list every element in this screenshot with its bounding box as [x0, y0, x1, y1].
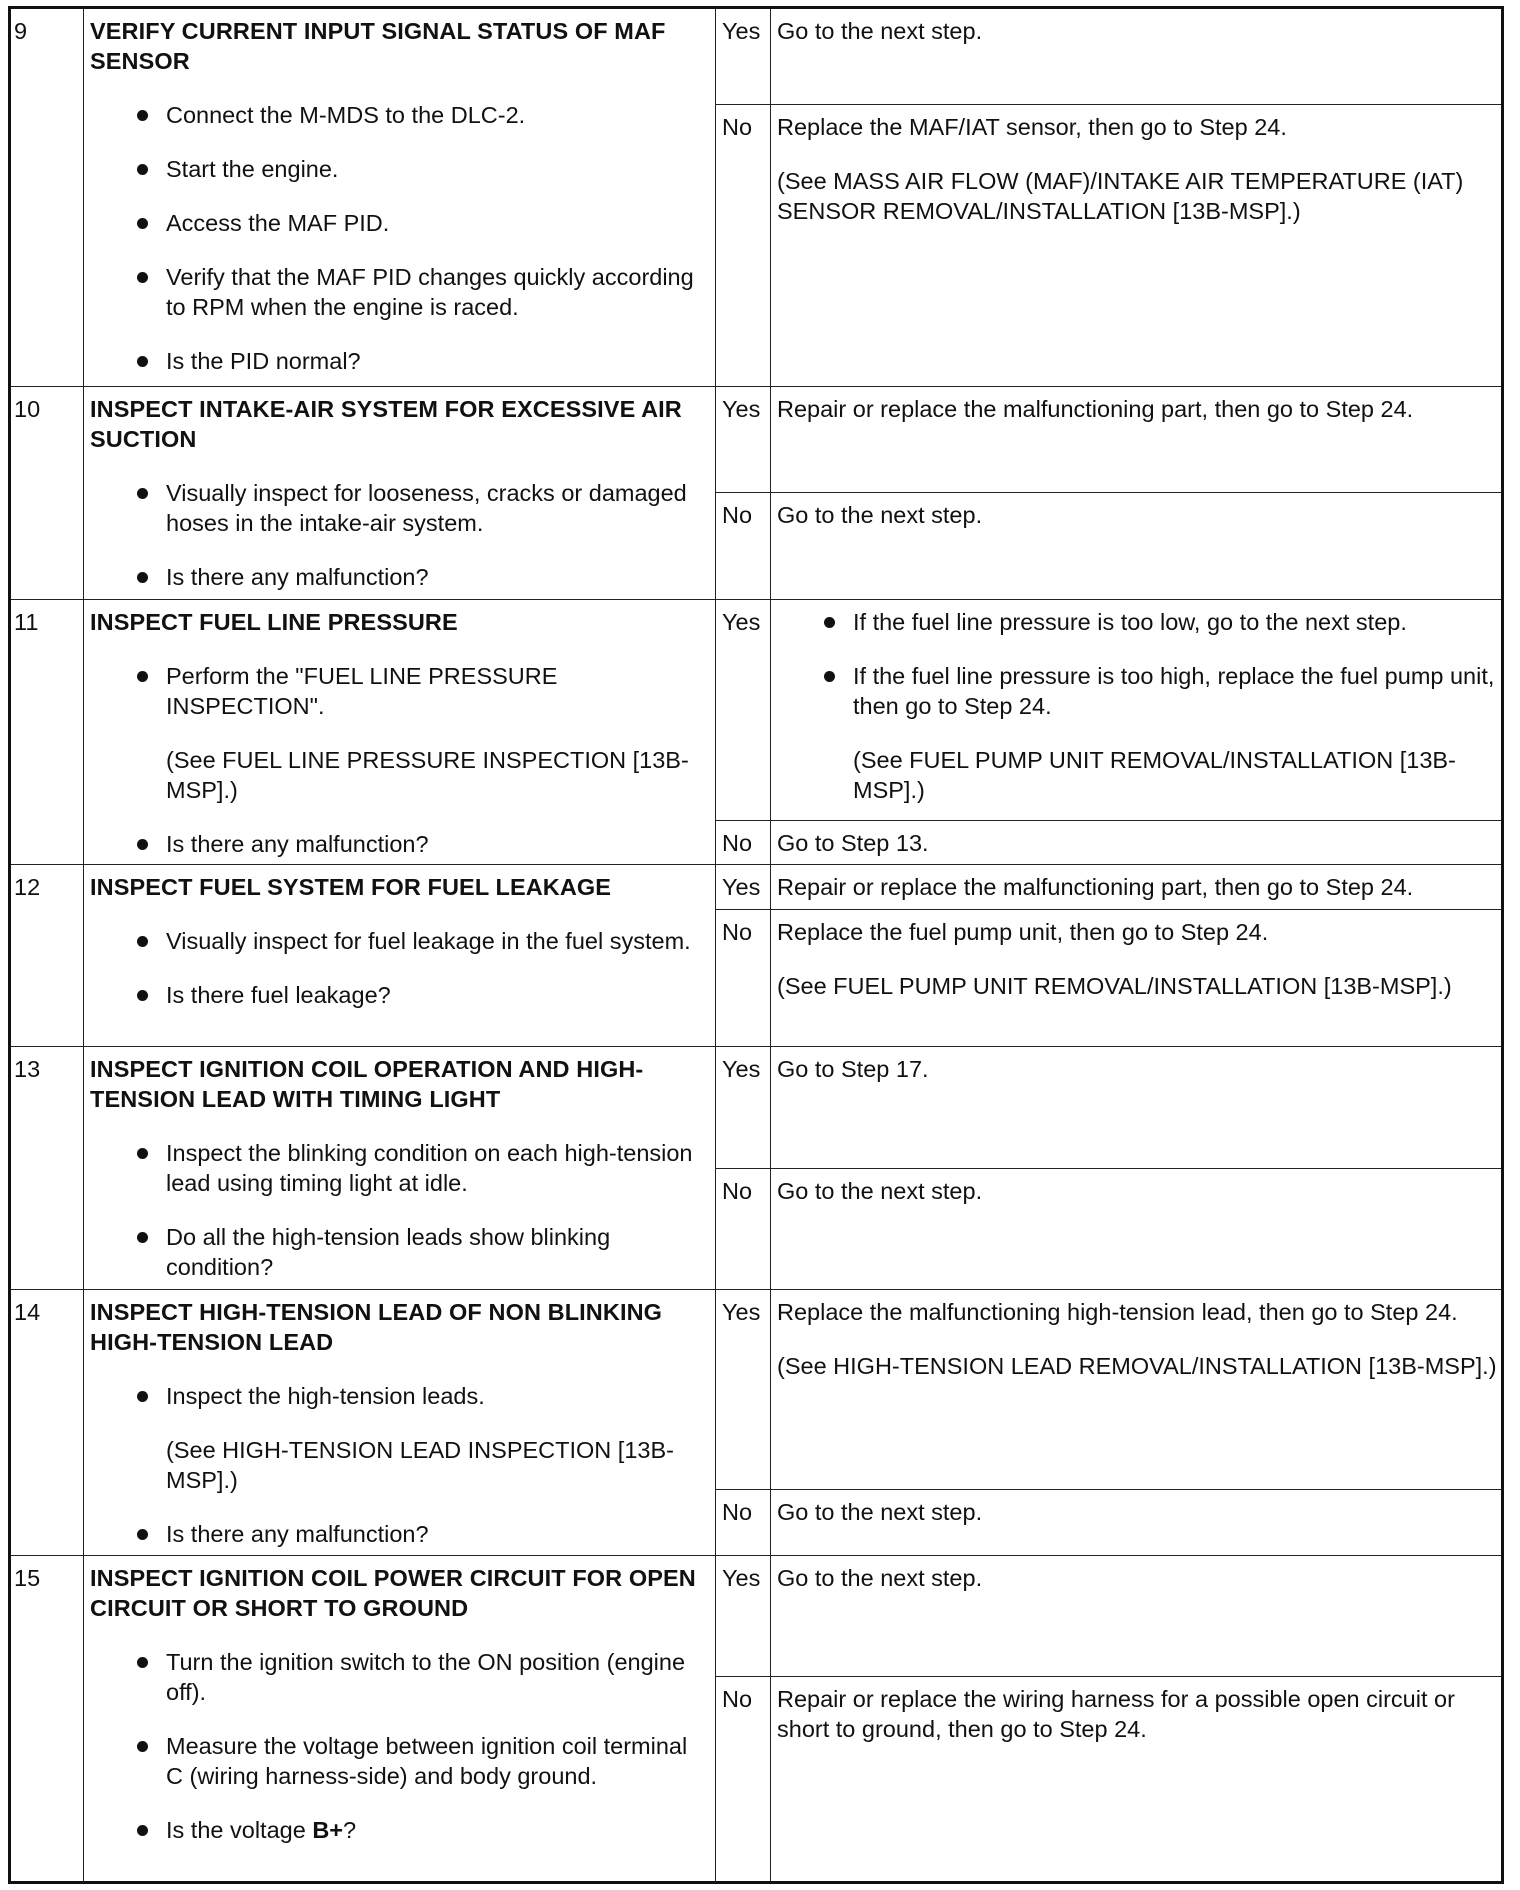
bullet-text-suffix: ?	[343, 1817, 357, 1843]
step-title: INSPECT FUEL LINE PRESSURE	[90, 609, 458, 635]
inspection-cell	[84, 865, 716, 1047]
no-label: No	[716, 821, 771, 865]
no-label: No	[716, 910, 771, 1047]
action-bullets	[777, 607, 1497, 805]
action-bullet-text: If the fuel line pressure is too high, replace the fuel pump unit, then go to Step 24.	[853, 663, 1495, 719]
reference-note: (See MASS AIR FLOW (MAF)/INTAKE AIR TEMPERATURE (IAT) SENSOR REMOVAL/INSTALLATION [13B-MSP].)	[777, 168, 1464, 224]
no-label: No	[716, 1677, 771, 1883]
step-title: INSPECT IGNITION COIL POWER CIRCUIT FOR OPEN CIRCUIT OR SHORT TO GROUND	[90, 1565, 696, 1621]
action-text: Repair or replace the malfunctioning part, then go to Step 24.	[777, 396, 1414, 422]
inspection-cell	[84, 387, 716, 600]
yes-label: Yes	[716, 1556, 771, 1677]
no-action	[771, 1169, 1503, 1290]
step-title: INSPECT FUEL SYSTEM FOR FUEL LEAKAGE	[90, 874, 612, 900]
action-bullet-item: If the fuel line pressure is too low, go to the next step.	[777, 607, 1497, 637]
bullet-item	[90, 1381, 709, 1495]
inspection-bullets	[90, 478, 709, 592]
step-row-yes	[10, 1047, 1503, 1169]
inspection-cell	[84, 1047, 716, 1290]
bullet-item: Visually inspect for looseness, cracks or damaged hoses in the intake-air system.	[90, 478, 709, 538]
step-row-yes	[10, 1556, 1503, 1677]
step-number: 9	[10, 8, 84, 387]
yes-label: Yes	[716, 865, 771, 910]
inspection-bullets	[90, 1647, 709, 1845]
action-text: Go to the next step.	[777, 502, 983, 528]
step-number: 11	[10, 600, 84, 865]
no-label: No	[716, 1490, 771, 1556]
step-row-yes	[10, 600, 1503, 821]
step-number: 14	[10, 1290, 84, 1556]
step-row-yes	[10, 387, 1503, 493]
bullet-item: Verify that the MAF PID changes quickly according to RPM when the engine is raced.	[90, 262, 709, 322]
step-number: 15	[10, 1556, 84, 1883]
step-number: 12	[10, 865, 84, 1047]
step-title: INSPECT HIGH-TENSION LEAD OF NON BLINKING HIGH-TENSION LEAD	[90, 1299, 663, 1355]
inspection-bullets	[90, 1138, 709, 1282]
inspection-bullets	[90, 1381, 709, 1549]
step-number: 10	[10, 387, 84, 600]
action-text: Go to the next step.	[777, 18, 983, 44]
inspection-bullets	[90, 661, 709, 859]
no-label: No	[716, 105, 771, 387]
bullet-item: Visually inspect for fuel leakage in the fuel system.	[90, 926, 709, 956]
diagnostic-procedure-table	[8, 6, 1504, 1884]
inspection-cell	[84, 8, 716, 387]
yes-action	[771, 387, 1503, 493]
no-action	[771, 1677, 1503, 1883]
reference-note: (See HIGH-TENSION LEAD INSPECTION [13B-MSP].)	[166, 1437, 674, 1493]
step-row-yes	[10, 1290, 1503, 1490]
yes-label: Yes	[716, 387, 771, 493]
inspection-bullets	[90, 100, 709, 376]
step-row-yes	[10, 8, 1503, 105]
action-text: Go to the next step.	[777, 1565, 983, 1591]
bullet-item: Connect the M-MDS to the DLC-2.	[90, 100, 709, 130]
no-action	[771, 910, 1503, 1047]
inspection-cell	[84, 600, 716, 865]
yes-action	[771, 8, 1503, 105]
action-text: Replace the malfunctioning high-tension lead, then go to Step 24.	[777, 1299, 1458, 1325]
bullet-text-bold: B+	[312, 1817, 344, 1843]
bullet-item	[90, 1815, 709, 1845]
reference-note: (See FUEL PUMP UNIT REMOVAL/INSTALLATION [13B-MSP].)	[853, 747, 1456, 803]
action-text: Go to Step 13.	[777, 830, 929, 856]
yes-action	[771, 600, 1503, 821]
yes-label: Yes	[716, 1290, 771, 1490]
step-number: 13	[10, 1047, 84, 1290]
bullet-item: Is there fuel leakage?	[90, 980, 709, 1010]
bullet-text: Inspect the high-tension leads.	[166, 1383, 485, 1409]
yes-action	[771, 1290, 1503, 1490]
action-bullet-item	[777, 661, 1497, 805]
action-text: Go to Step 17.	[777, 1056, 929, 1082]
yes-label: Yes	[716, 8, 771, 105]
action-text: Repair or replace the malfunctioning part, then go to Step 24.	[777, 874, 1414, 900]
bullet-item: Is there any malfunction?	[90, 829, 709, 859]
inspection-cell	[84, 1556, 716, 1883]
bullet-item: Inspect the blinking condition on each high-tension lead using timing light at idle.	[90, 1138, 709, 1198]
no-action	[771, 1490, 1503, 1556]
step-title: INSPECT INTAKE-AIR SYSTEM FOR EXCESSIVE AIR SUCTION	[90, 396, 682, 452]
yes-label: Yes	[716, 1047, 771, 1169]
action-text: Go to the next step.	[777, 1178, 983, 1204]
bullet-item: Start the engine.	[90, 154, 709, 184]
action-text: Repair or replace the wiring harness for a possible open circuit or short to ground, then go to Step 24.	[777, 1686, 1455, 1742]
no-action	[771, 493, 1503, 600]
action-text: Replace the fuel pump unit, then go to Step 24.	[777, 919, 1269, 945]
no-action	[771, 821, 1503, 865]
no-label: No	[716, 1169, 771, 1290]
step-title: INSPECT IGNITION COIL OPERATION AND HIGH-TENSION LEAD WITH TIMING LIGHT	[90, 1056, 644, 1112]
yes-label: Yes	[716, 600, 771, 821]
bullet-text-prefix: Is the voltage	[166, 1817, 313, 1843]
step-title: VERIFY CURRENT INPUT SIGNAL STATUS OF MAF SENSOR	[90, 18, 666, 74]
action-text: Replace the MAF/IAT sensor, then go to Step 24.	[777, 114, 1287, 140]
bullet-item: Turn the ignition switch to the ON position (engine off).	[90, 1647, 709, 1707]
yes-action	[771, 1556, 1503, 1677]
inspection-cell	[84, 1290, 716, 1556]
bullet-item: Is the PID normal?	[90, 346, 709, 376]
reference-note: (See HIGH-TENSION LEAD REMOVAL/INSTALLATION [13B-MSP].)	[777, 1353, 1497, 1379]
no-label: No	[716, 493, 771, 600]
bullet-item: Is there any malfunction?	[90, 1519, 709, 1549]
bullet-item: Access the MAF PID.	[90, 208, 709, 238]
bullet-item: Is there any malfunction?	[90, 562, 709, 592]
yes-action	[771, 1047, 1503, 1169]
no-action	[771, 105, 1503, 387]
yes-action	[771, 865, 1503, 910]
bullet-item: Do all the high-tension leads show blinking condition?	[90, 1222, 709, 1282]
reference-note: (See FUEL LINE PRESSURE INSPECTION [13B-MSP].)	[166, 747, 689, 803]
bullet-text: Perform the "FUEL LINE PRESSURE INSPECTION".	[166, 663, 558, 719]
action-text: Go to the next step.	[777, 1499, 983, 1525]
bullet-item	[90, 661, 709, 805]
bullet-item: Measure the voltage between ignition coil terminal C (wiring harness-side) and body ground.	[90, 1731, 709, 1791]
inspection-bullets	[90, 926, 709, 1010]
step-row-yes	[10, 865, 1503, 910]
reference-note: (See FUEL PUMP UNIT REMOVAL/INSTALLATION [13B-MSP].)	[777, 973, 1452, 999]
